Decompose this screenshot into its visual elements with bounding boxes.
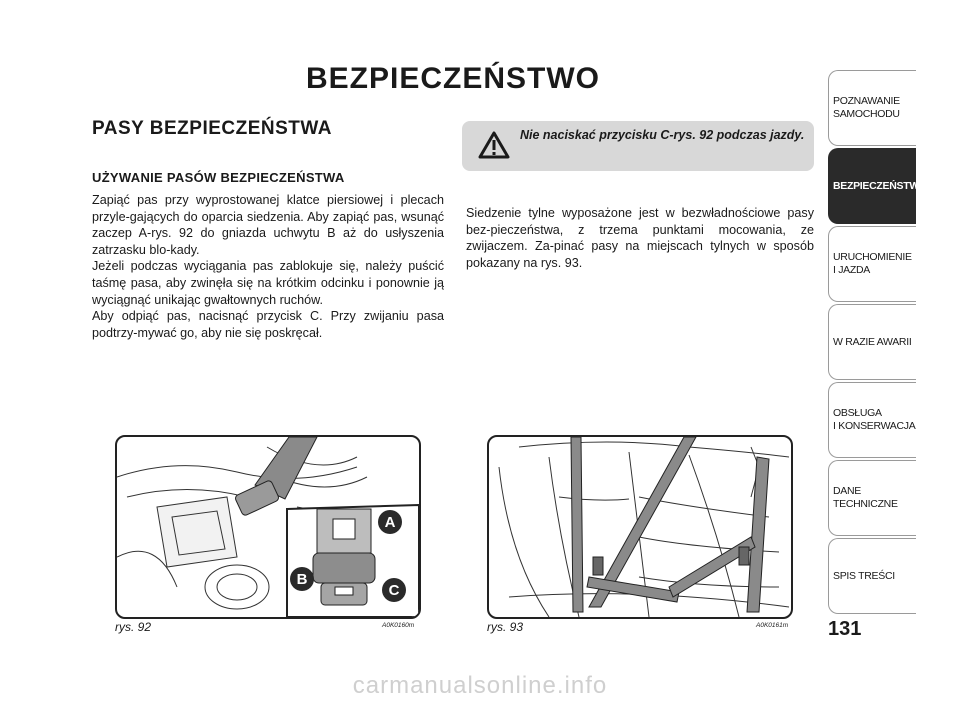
warning-text: Nie naciskać przycisku C-rys. 92 podczas jazdy. xyxy=(520,128,805,142)
tab-poznawanie-samochodu[interactable]: POZNAWANIE SAMOCHODU xyxy=(828,70,916,146)
watermark: carmanualsonline.info xyxy=(352,672,608,699)
chapter-sidebar xyxy=(828,70,927,615)
figure-92-caption: rys. 92 xyxy=(115,620,152,634)
paragraph-fastening: Zapiąć pas przy wyprostowanej klatce piersiowej i plecach przyle-gających do oparcia siedzenia. Aby zapiąć pas, wsunąć zaczep A-rys. 92 do gniazda uchwytu B aż do usłyszenia zatrzasku blo-kady. xyxy=(92,193,444,257)
tab-w-razie-awarii[interactable]: W RAZIE AWARII xyxy=(828,304,916,380)
warning-triangle-icon xyxy=(478,131,510,164)
tab-bezpieczenstwo[interactable]: BEZPIECZEŃSTWO xyxy=(828,148,916,224)
right-body-text: Siedzenie tylne wyposażone jest w bezwładnościowe pasy bez-pieczeństwa, z trzema punktami mocowania, ze zwijaczem. Za-pinać pasy na miejscach tylnych w sposób pokazany na rys. 93. xyxy=(466,206,814,270)
figure-92-illustration xyxy=(115,435,421,619)
page-number: 131 xyxy=(828,618,862,640)
label-b-badge: B xyxy=(290,567,314,591)
tab-uruchomienie-i-jazda[interactable]: URUCHOMIENIE I JAZDA xyxy=(828,226,916,302)
figure-93-illustration xyxy=(487,435,793,619)
paragraph-blocking: Jeżeli podczas wyciągania pas zablokuje się, należy puścić taśmę pasa, aby zwinęła się na krótkim odcinku i ponownie ją wyciągnąć unikając gwałtownych ruchów. xyxy=(92,259,444,307)
page-title: BEZPIECZEŃSTWO xyxy=(305,62,600,95)
label-c-badge: C xyxy=(382,578,406,602)
figure-93-caption: rys. 93 xyxy=(487,620,524,634)
label-a-badge: A xyxy=(378,510,402,534)
figure-92-code: A0K0160m xyxy=(382,622,415,629)
tab-obsluga-i-konserwacja[interactable]: OBSŁUGA I KONSERWACJA xyxy=(828,382,916,458)
subsection-title: UŻYWANIE PASÓW BEZPIECZEŃSTWA xyxy=(92,170,345,185)
tab-spis-tresci[interactable]: SPIS TREŚCI xyxy=(828,538,916,614)
section-title: PASY BEZPIECZEŃSTWA xyxy=(92,118,332,139)
figure-93-code: A0K0161m xyxy=(756,622,789,629)
left-body-text xyxy=(92,192,444,341)
tab-dane-techniczne[interactable]: DANE TECHNICZNE xyxy=(828,460,916,536)
paragraph-unfastening: Aby odpiąć pas, nacisnąć przycisk C. Przy zwijaniu pasa podtrzy-mywać go, aby nie się poskręcał. xyxy=(92,309,444,340)
